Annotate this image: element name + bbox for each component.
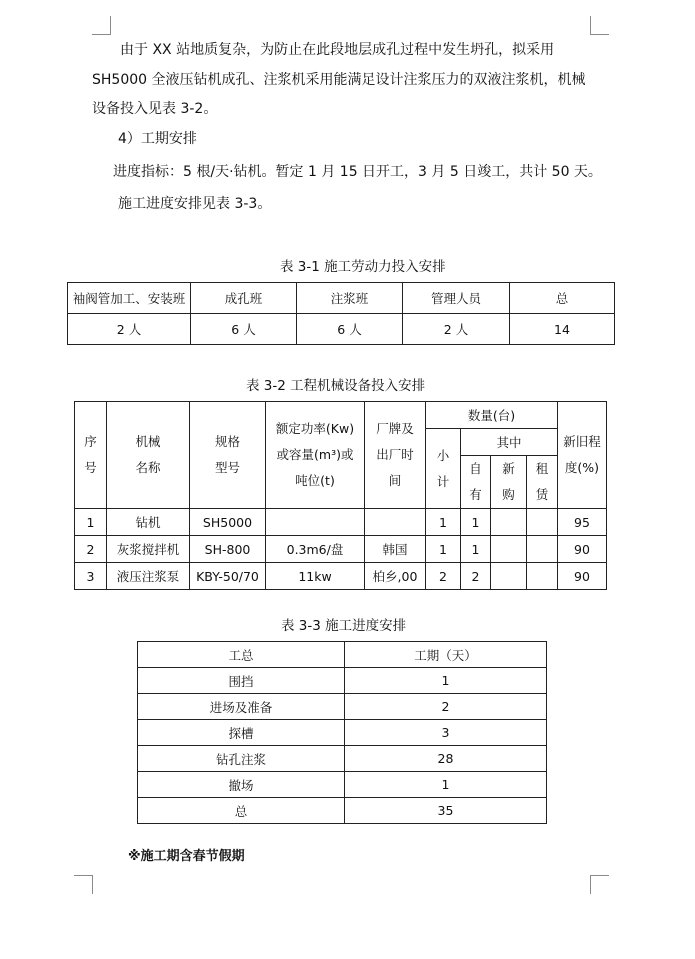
header-text: 名称 bbox=[135, 460, 161, 475]
table-row bbox=[75, 563, 607, 590]
schedule-reference: 施工进度安排见表 3-3。 bbox=[118, 196, 272, 212]
table-header: 工总 bbox=[138, 642, 345, 668]
crop-mark-top-right bbox=[590, 16, 609, 35]
table-cell: 28 bbox=[345, 746, 547, 772]
crop-mark-top-left bbox=[92, 16, 111, 35]
header-text: 厂牌及 bbox=[376, 421, 414, 436]
table-row bbox=[138, 668, 547, 694]
table-cell: 1 bbox=[461, 509, 491, 536]
table-cell: 1 bbox=[426, 536, 461, 563]
table2-caption: 表 3-2 工程机械设备投入安排 bbox=[246, 378, 426, 394]
header-text: 或容量(m³)或 bbox=[276, 447, 354, 462]
table-header: 成孔班 bbox=[191, 283, 297, 314]
table-header: 总 bbox=[510, 283, 615, 314]
table-cell: 6 人 bbox=[191, 314, 297, 345]
progress-text: 进度指标：5 根/天·钻机。暂定 1 月 15 日开工，3 月 5 日竣工，共计 50 天。 bbox=[113, 164, 602, 180]
header-rent bbox=[527, 456, 558, 509]
table-cell: 撤场 bbox=[138, 772, 345, 798]
table-row bbox=[75, 536, 607, 563]
header-power bbox=[266, 402, 365, 509]
table-header: 袖阀管加工、安装班 bbox=[68, 283, 191, 314]
paragraph-line-1: 由于 XX 站地质复杂，为防止在此段地层成孔过程中发生坍孔，拟采用 bbox=[120, 42, 555, 58]
table-cell: 总 bbox=[138, 798, 345, 824]
table-cell: 探槽 bbox=[138, 720, 345, 746]
table-row bbox=[75, 402, 607, 429]
header-maker bbox=[365, 402, 426, 509]
table-row bbox=[68, 314, 615, 345]
header-text: 计 bbox=[436, 473, 450, 489]
equipment-table bbox=[74, 401, 607, 590]
table-cell: 90 bbox=[558, 563, 607, 590]
header-among: 其中 bbox=[461, 429, 558, 456]
table-cell: 1 bbox=[345, 668, 547, 694]
table-cell: 2 bbox=[426, 563, 461, 590]
table-row bbox=[138, 798, 547, 824]
header-text: 间 bbox=[388, 473, 402, 488]
header-text: 购 bbox=[502, 487, 515, 502]
table-cell: 钻机 bbox=[107, 509, 190, 536]
table-cell: 围挡 bbox=[138, 668, 345, 694]
table-row bbox=[68, 283, 615, 314]
table-row bbox=[138, 694, 547, 720]
header-text: 新 bbox=[502, 461, 515, 476]
table-header: 工期（天） bbox=[345, 642, 547, 668]
header-text: 自 bbox=[469, 461, 482, 476]
table-cell: 1 bbox=[426, 509, 461, 536]
header-degree bbox=[558, 402, 607, 509]
table-cell: SH5000 bbox=[190, 509, 266, 536]
table-cell bbox=[527, 536, 558, 563]
table-cell: 柏乡,00 bbox=[365, 563, 426, 590]
table-cell: 进场及准备 bbox=[138, 694, 345, 720]
header-spec bbox=[190, 402, 266, 509]
holiday-note: ※施工期含春节假期 bbox=[128, 849, 245, 864]
header-text: 机械 bbox=[135, 434, 161, 449]
table-cell bbox=[527, 563, 558, 590]
table-cell: 1 bbox=[75, 509, 107, 536]
table-cell: 2 人 bbox=[68, 314, 191, 345]
table-row bbox=[75, 509, 607, 536]
table-cell bbox=[266, 509, 365, 536]
header-subtotal bbox=[426, 429, 461, 509]
header-text: 号 bbox=[84, 460, 97, 475]
table-cell: 韩国 bbox=[365, 536, 426, 563]
header-text: 租 bbox=[535, 461, 549, 476]
table-row bbox=[138, 772, 547, 798]
header-own bbox=[461, 456, 491, 509]
table-cell: 35 bbox=[345, 798, 547, 824]
table-header: 注浆班 bbox=[297, 283, 403, 314]
header-new bbox=[491, 456, 527, 509]
table1-caption: 表 3-1 施工劳动力投入安排 bbox=[280, 259, 446, 275]
table-cell: 14 bbox=[510, 314, 615, 345]
table-cell: 0.3m6/盘 bbox=[266, 536, 365, 563]
table-cell: 1 bbox=[345, 772, 547, 798]
table-row bbox=[138, 720, 547, 746]
table-cell: 6 人 bbox=[297, 314, 403, 345]
section-heading: 4）工期安排 bbox=[118, 131, 197, 147]
table-cell: 2 bbox=[461, 563, 491, 590]
header-text: 吨位(t) bbox=[295, 473, 335, 488]
schedule-table bbox=[137, 641, 547, 824]
table-cell: 11kw bbox=[266, 563, 365, 590]
header-text: 小 bbox=[436, 447, 450, 463]
table-header: 管理人员 bbox=[403, 283, 510, 314]
table-cell: 95 bbox=[558, 509, 607, 536]
header-text: 新旧程 bbox=[563, 434, 601, 449]
paragraph-line-2: SH5000 全液压钻机成孔、注浆机采用能满足设计注浆压力的双液注浆机，机械 bbox=[92, 72, 586, 88]
crop-mark-bottom-left bbox=[74, 875, 93, 894]
table-cell: 2 bbox=[345, 694, 547, 720]
header-text: 出厂时 bbox=[376, 447, 414, 462]
table-cell: 1 bbox=[461, 536, 491, 563]
paragraph-line-3: 设备投入见表 3-2。 bbox=[92, 101, 218, 117]
header-name bbox=[107, 402, 190, 509]
table3-caption: 表 3-3 施工进度安排 bbox=[281, 618, 407, 634]
table-row bbox=[138, 642, 547, 668]
header-text: 有 bbox=[469, 487, 482, 502]
table-cell bbox=[491, 536, 527, 563]
header-quantity: 数量(台) bbox=[426, 402, 558, 429]
table-cell bbox=[527, 509, 558, 536]
table-cell: 液压注浆泵 bbox=[107, 563, 190, 590]
header-text: 赁 bbox=[535, 487, 549, 502]
table-cell: SH-800 bbox=[190, 536, 266, 563]
table-cell: 灰浆搅拌机 bbox=[107, 536, 190, 563]
table-row bbox=[138, 746, 547, 772]
header-text: 型号 bbox=[214, 460, 240, 475]
header-text: 规格 bbox=[214, 434, 240, 449]
table-cell bbox=[365, 509, 426, 536]
table-cell: 90 bbox=[558, 536, 607, 563]
header-text: 序 bbox=[84, 434, 97, 449]
table-cell bbox=[491, 509, 527, 536]
table-cell: 钻孔注浆 bbox=[138, 746, 345, 772]
header-text: 度(%) bbox=[564, 460, 600, 475]
table-cell: 3 bbox=[75, 563, 107, 590]
table-cell: 3 bbox=[345, 720, 547, 746]
header-text: 额定功率(Kw) bbox=[275, 421, 355, 436]
header-no bbox=[75, 402, 107, 509]
labor-table bbox=[67, 282, 615, 345]
crop-mark-bottom-right bbox=[590, 875, 609, 894]
table-cell: 2 人 bbox=[403, 314, 510, 345]
table-cell bbox=[491, 563, 527, 590]
table-cell: KBY-50/70 bbox=[190, 563, 266, 590]
table-cell: 2 bbox=[75, 536, 107, 563]
